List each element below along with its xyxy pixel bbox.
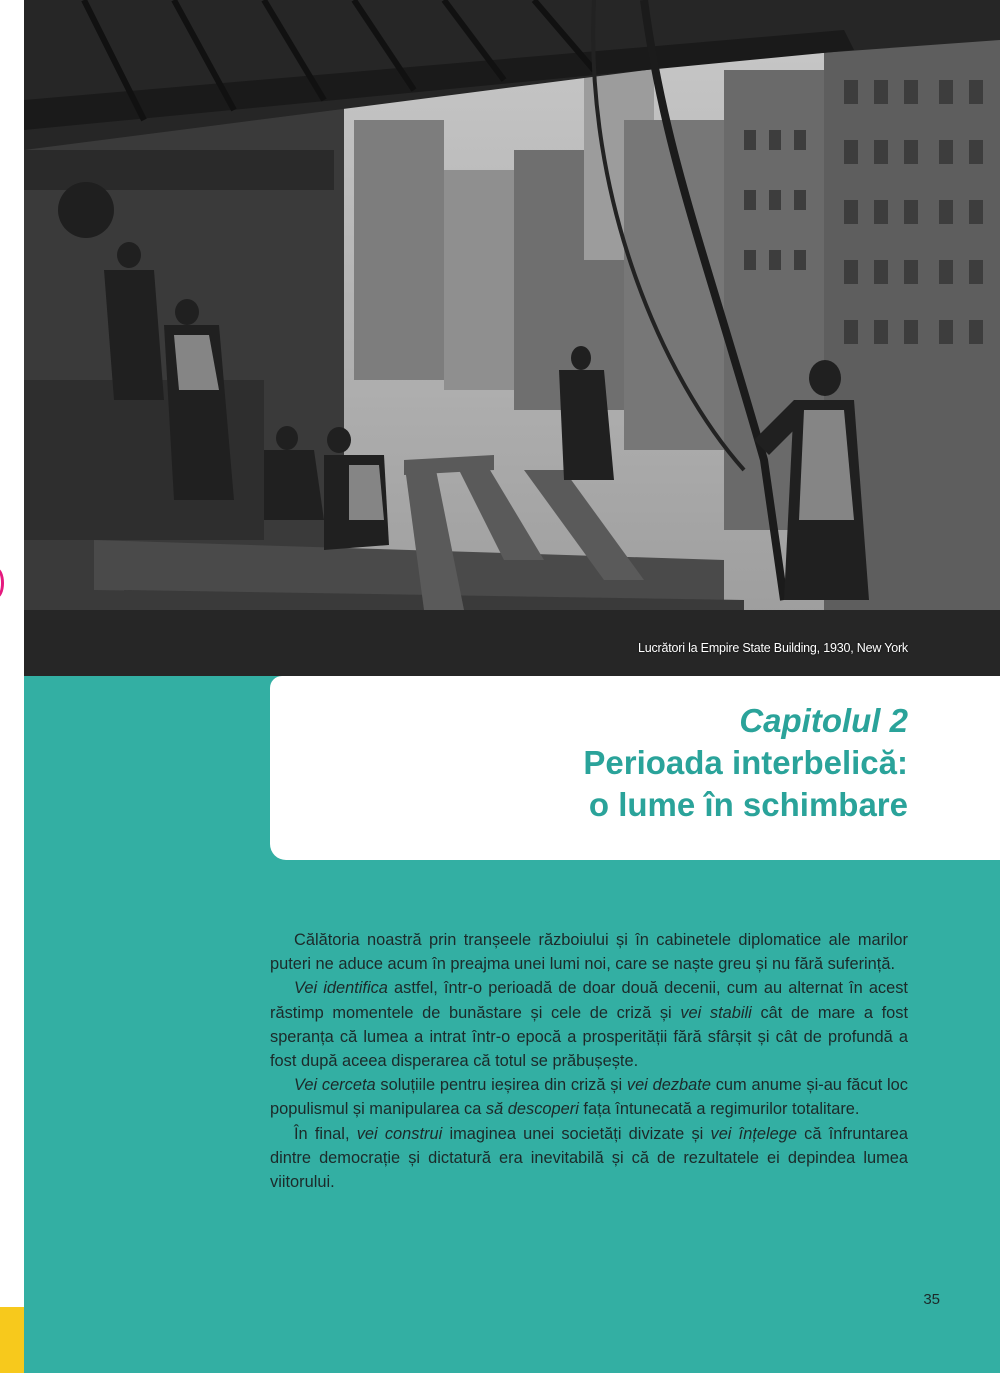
chapter-title-line1: Perioada interbelică: (583, 744, 908, 781)
photo-caption: Lucrători la Empire State Building, 1930, New York (637, 641, 908, 655)
intro-p4-emphasis-1: vei construi (356, 1124, 443, 1143)
intro-p4-emphasis-2: vei înțelege (710, 1124, 797, 1143)
intro-paragraph-3 (270, 1073, 908, 1121)
intro-p3-emphasis-2: vei dezbate (626, 1076, 711, 1095)
intro-paragraph-2 (270, 976, 908, 1073)
intro-p4-text-2: că înfruntarea dintre democrație și dictatură era inevitabilă și că de rezultatele ei depindea lumea viitorului. (270, 1124, 908, 1192)
intro-p3-emphasis-1: Vei cerceta (294, 1076, 376, 1095)
chapter-intro-text (270, 928, 908, 1194)
intro-p2-emphasis-1: Vei identifica (294, 979, 388, 998)
intro-p3-text-1: soluțiile pentru ieșirea din criză și (375, 1076, 627, 1095)
intro-p2-text-2: cât de mare a fost speranța că lumea a intrat într-o epocă a prosperității fără sfârșit și cât de profundă a fost după aceea disperarea că totul se prăbușește. (270, 1003, 908, 1071)
left-margin-strip (0, 0, 24, 1373)
intro-p2-text-1: astfel, într-o perioadă de doar două decenii, cum au alternat în acest răstimp momentele de bunăstare și cele de criză și (270, 979, 908, 1022)
intro-p3-emphasis-3: să descoperi (485, 1100, 579, 1119)
intro-p1-text: Călătoria noastră prin tranșeele războiului și în cabinetele diplomatice ale marilor puteri ne aduce acum în preajma unei lumi noi, care se naște greu și nu fără suferință. (270, 931, 908, 974)
intro-p3-text-3: fața întunecată a regimurilor totalitare. (578, 1100, 860, 1119)
chapter-label: Capitolul 2 (739, 702, 908, 739)
intro-p4-text-0: În final, (294, 1124, 357, 1143)
page-number: 35 (923, 1291, 940, 1308)
intro-paragraph-1 (270, 928, 908, 976)
intro-p3-text-2: cum anume și-au făcut loc populismul și manipularea ca (270, 1076, 908, 1119)
chapter-heading (583, 700, 908, 826)
construction-workers-illustration (24, 0, 1000, 676)
intro-p4-text-1: imaginea unei societăți divizate și (442, 1124, 711, 1143)
intro-p2-emphasis-2: vei stabili (680, 1003, 752, 1022)
chapter-title-line2: o lume în schimbare (588, 786, 908, 823)
intro-paragraph-4 (270, 1122, 908, 1195)
yellow-page-tab (0, 1307, 24, 1373)
historical-photo (24, 0, 1000, 676)
